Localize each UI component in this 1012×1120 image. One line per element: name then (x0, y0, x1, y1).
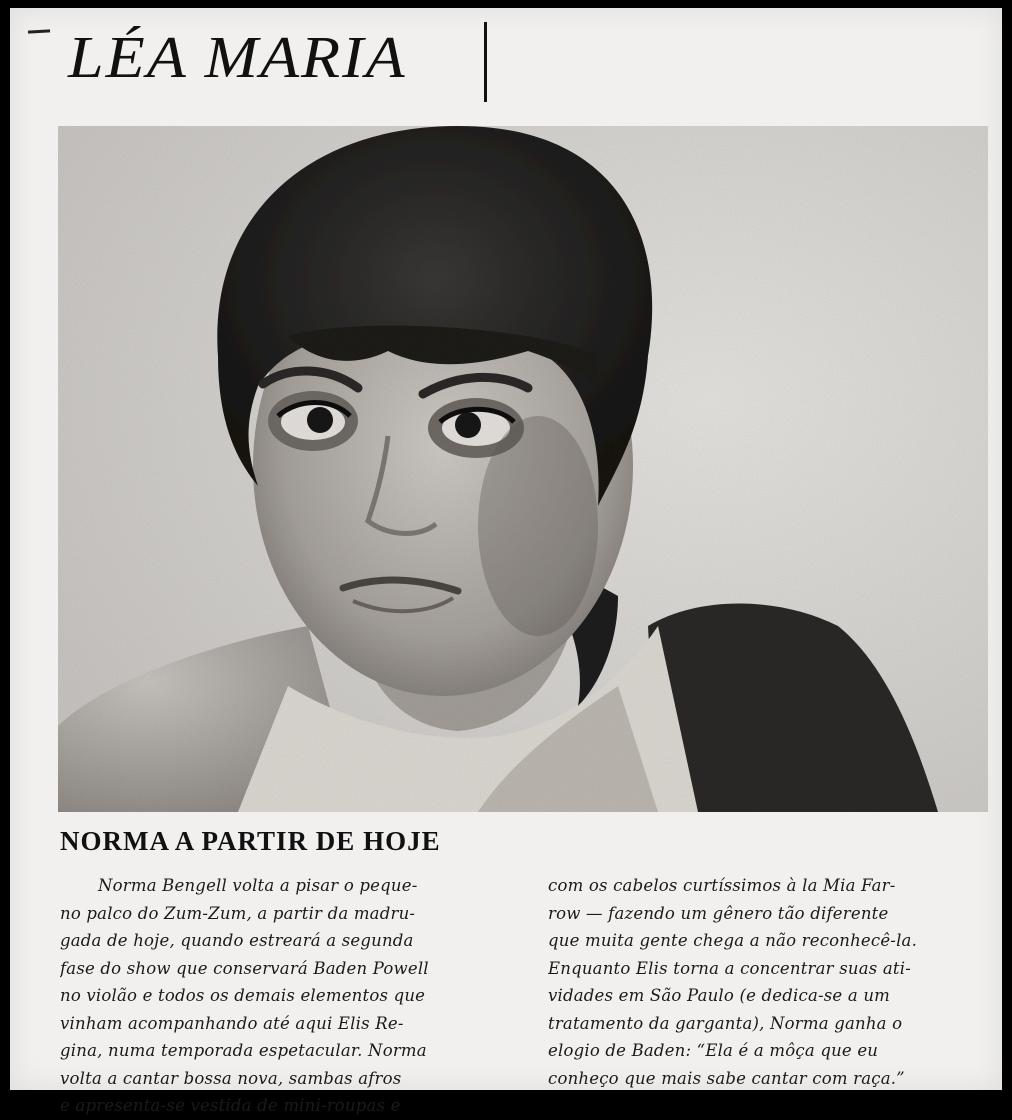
title-divider (484, 22, 487, 102)
text-line: Enquanto Elis torna a concentrar suas ati- (548, 958, 911, 978)
text-line: Norma Bengell volta a pisar o peque- (98, 876, 418, 895)
text-line: vinham acompanhando até aqui Elis Re- (60, 1013, 404, 1033)
text-line: conheço que mais sabe cantar com raça.” (548, 1068, 905, 1088)
column-title: LÉA MARIA (68, 24, 407, 90)
text-line: row — fazendo um gênero tão diferente (548, 903, 889, 923)
text-line: e apresenta-se vestida de mini-roupas e (60, 1096, 401, 1115)
text-line: elogio de Baden: “Ela é a môça que eu (548, 1041, 879, 1060)
article-column-left (60, 872, 500, 1120)
text-line: gada de hoje, quando estreará a segunda (60, 931, 414, 950)
text-line: tratamento da garganta), Norma ganha o (548, 1013, 903, 1033)
text-line: gina, numa temporada espetacular. Norma (60, 1041, 427, 1060)
text-line: que muita gente chega a não reconhecê-la. (548, 931, 918, 950)
text-line: no palco do Zum-Zum, a partir da madru- (60, 903, 416, 923)
text-line: no violão e todos os demais elementos que (60, 986, 426, 1005)
text-line: vidades em São Paulo (e dedica-se a um (548, 986, 890, 1005)
text-line: com os cabelos curtíssimos à la Mia Far- (548, 876, 896, 895)
text-line: volta a cantar bossa nova, sambas afros (60, 1068, 402, 1088)
portrait-photo-icon (58, 126, 988, 812)
portrait-photo (58, 126, 988, 812)
article-headline: NORMA A PARTIR DE HOJE (60, 826, 441, 856)
article-column-right (548, 872, 996, 1092)
text-line: fase do show que conservará Baden Powell (60, 958, 429, 978)
newspaper-clipping (10, 8, 1002, 1115)
print-mark (28, 29, 50, 33)
